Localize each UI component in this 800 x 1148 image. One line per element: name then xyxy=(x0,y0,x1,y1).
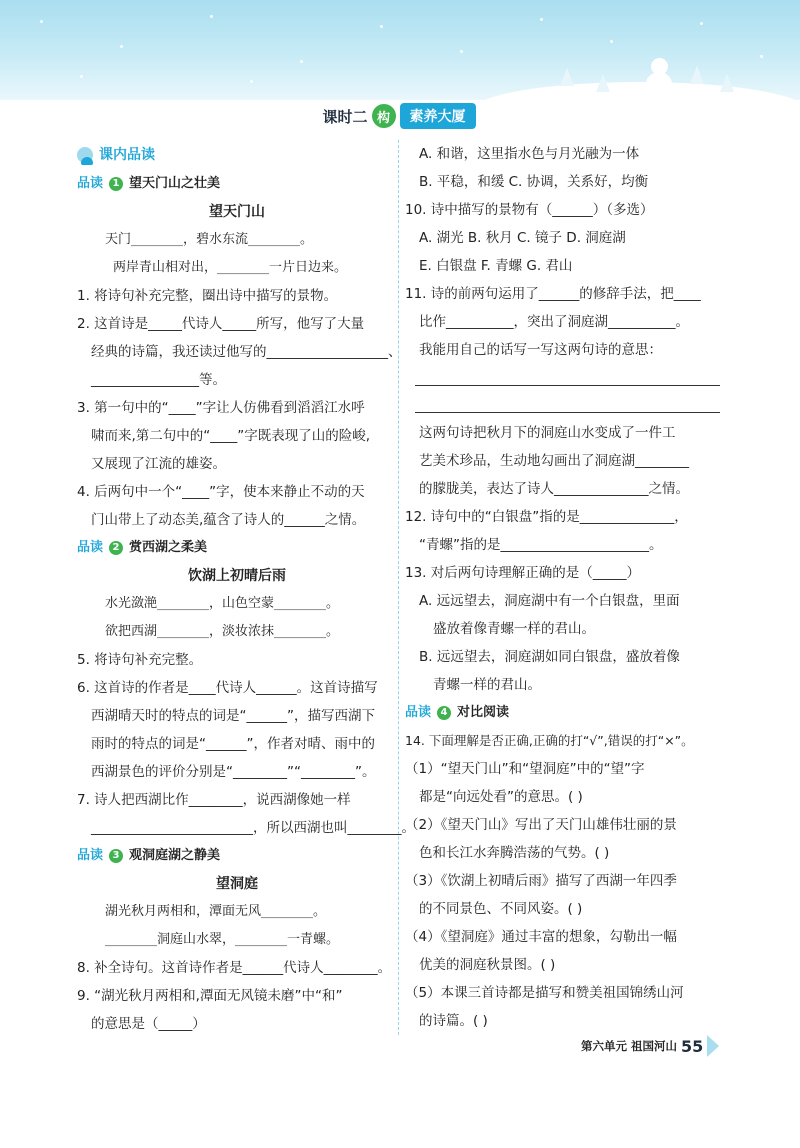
question-4: 4. 后两句中一个“____”字，使本来静止不动的天 xyxy=(77,484,365,500)
question-13: 13. 对后两句诗理解正确的是（_____） xyxy=(405,565,641,581)
q9-option: A. 和谐，这里指水色与月光融为一体 xyxy=(419,146,640,162)
q14-item-cont: 的不同景色、不同风姿。( ) xyxy=(419,901,583,917)
q13-option-b: B. 远远望去，洞庭湖如同白银盘，盛放着像 xyxy=(419,649,680,665)
arrow-icon xyxy=(707,1035,719,1057)
question-6: 6. 这首诗的作者是____代诗人______。这首诗描写 xyxy=(77,680,378,696)
question-14: 14. 下面理解是否正确,正确的打“√”,错误的打“×”。 xyxy=(405,733,694,748)
section-2-header: 品读 2 赏西湖之柔美 xyxy=(77,540,208,555)
poem-title: 望天门山 xyxy=(209,204,265,220)
question-12: 12. 诗句中的“白银盘”指的是______________， xyxy=(405,509,688,525)
left-column xyxy=(77,140,415,1038)
question-5: 5. 将诗句补充完整。 xyxy=(77,652,203,668)
section-1-header: 品读 1 望天门山之壮美 xyxy=(77,176,221,191)
page-number: 55 xyxy=(681,1036,704,1056)
lesson-title xyxy=(319,103,479,129)
poem-line: 水光潋滟________，山色空蒙________。 xyxy=(105,596,340,611)
question-2: 2. 这首诗是_____代诗人_____所写，他写了大量 xyxy=(77,316,365,332)
section-4-header: 品读 4 对比阅读 xyxy=(405,705,510,720)
answer-line[interactable] xyxy=(415,364,720,386)
q13-option-a-cont: 盛放着像青螺一样的君山。 xyxy=(433,621,595,637)
question-1: 1. 将诗句补充完整，圈出诗中描写的景物。 xyxy=(77,288,338,304)
poem-title: 望洞庭 xyxy=(216,876,258,892)
right-column xyxy=(405,140,727,1035)
answer-line[interactable] xyxy=(415,391,720,413)
question-6-cont: 西湖景色的评价分别是“________”“________”。 xyxy=(91,764,376,780)
q13-option-a: A. 远远望去，洞庭湖中有一个白银盘，里面 xyxy=(419,593,680,609)
question-2-cont: 经典的诗篇，我还读过他写的__________________、 xyxy=(91,344,402,360)
question-11-text: 艺美术珍品，生动地勾画出了洞庭湖________ xyxy=(419,453,689,469)
question-12-cont: “青螺”指的是______________________。 xyxy=(419,537,663,553)
question-3-cont: 啸而来,第二句中的“____”字既表现了山的险峻, xyxy=(91,428,371,444)
question-11: 11. 诗的前两句运用了______的修辞手法，把____ xyxy=(405,286,701,302)
poem-line: ________洞庭山水翠，________一青螺。 xyxy=(105,932,340,947)
q10-options: A. 湖光 B. 秋月 C. 镜子 D. 洞庭湖 xyxy=(419,230,626,246)
question-6-cont: 雨时的特点的词是“______”，作者对晴、雨中的 xyxy=(91,736,375,752)
poem-line: 两岸青山相对出，________一片日边来。 xyxy=(113,260,348,275)
question-3-cont: 又展现了江流的雄姿。 xyxy=(91,456,226,472)
question-11-text: 的朦胧美，表达了诗人______________之情。 xyxy=(419,481,689,497)
poem-line: 欲把西湖________，淡妆浓抹________。 xyxy=(105,624,340,639)
title-badge: 构 xyxy=(372,104,396,128)
question-9-cont: 的意思是（_____） xyxy=(91,1016,206,1032)
question-4-cont: 门山带上了动态美,蕴含了诗人的______之情。 xyxy=(91,512,366,528)
question-9: 9. “湖光秋月两相和,潭面无风镜未磨”中“和” xyxy=(77,988,343,1004)
question-7: 7. 诗人把西湖比作________，说西湖像她一样 xyxy=(77,792,351,808)
q14-item-cont: 色和长江水奔腾浩荡的气势。( ) xyxy=(419,845,610,861)
footer-topic: 祖国河山 xyxy=(631,1039,677,1053)
q14-item: （4）《望洞庭》通过丰富的想象，勾勒出一幅 xyxy=(405,929,677,945)
column-divider xyxy=(398,140,399,1035)
poem-line: 湖光秋月两相和，潭面无风________。 xyxy=(105,904,327,919)
page-footer xyxy=(581,1035,719,1057)
question-11-cont: 比作__________，突出了洞庭湖__________。 xyxy=(419,314,689,330)
section-heading: 课内品读 xyxy=(77,140,397,170)
title-right: 素养大厦 xyxy=(400,103,476,129)
question-11-prompt: 我能用自己的话写一写这两句诗的意思： xyxy=(419,342,662,358)
question-3: 3. 第一句中的“____”字让人仿佛看到滔滔江水呼 xyxy=(77,400,365,416)
question-10: 10. 诗中描写的景物有（______）（多选） xyxy=(405,202,654,218)
q14-item: （3）《饮湖上初晴后雨》描写了西湖一年四季 xyxy=(405,873,677,889)
q10-options: E. 白银盘 F. 青螺 G. 君山 xyxy=(419,258,573,274)
poem-title: 饮湖上初晴后雨 xyxy=(188,568,286,584)
question-6-cont: 西湖晴天时的特点的词是“______”，描写西湖下 xyxy=(91,708,375,724)
q14-item: （2）《望天门山》写出了天门山雄伟壮丽的景 xyxy=(405,817,677,833)
q13-option-b-cont: 青螺一样的君山。 xyxy=(433,677,541,693)
title-left: 课时二 xyxy=(322,107,368,126)
question-7-cont: ________________________，所以西湖也叫________。 xyxy=(91,820,415,836)
question-11-text: 这两句诗把秋月下的洞庭山水变成了一件工 xyxy=(419,425,676,441)
q9-option: B. 平稳，和缓 C. 协调，关系好，均衡 xyxy=(419,174,649,190)
header-banner xyxy=(0,0,800,100)
student-icon xyxy=(77,147,93,163)
q14-item: （5）本课三首诗都是描写和赞美祖国锦绣山河 xyxy=(405,985,684,1001)
footer-unit: 第六单元 xyxy=(581,1039,627,1053)
question-2-cont: ________________等。 xyxy=(91,372,226,388)
q14-item-cont: 优美的洞庭秋景图。( ) xyxy=(419,957,556,973)
poem-line: 天门________，碧水东流________。 xyxy=(105,232,314,247)
q14-item: （1）“望天门山”和“望洞庭”中的“望”字 xyxy=(405,761,645,777)
q14-item-cont: 都是“向远处看”的意思。( ) xyxy=(419,789,583,805)
q14-item-cont: 的诗篇。( ) xyxy=(419,1013,488,1029)
section-3-header: 品读 3 观洞庭湖之静美 xyxy=(77,848,221,863)
question-8: 8. 补全诗句。这首诗作者是______代诗人________。 xyxy=(77,960,392,976)
